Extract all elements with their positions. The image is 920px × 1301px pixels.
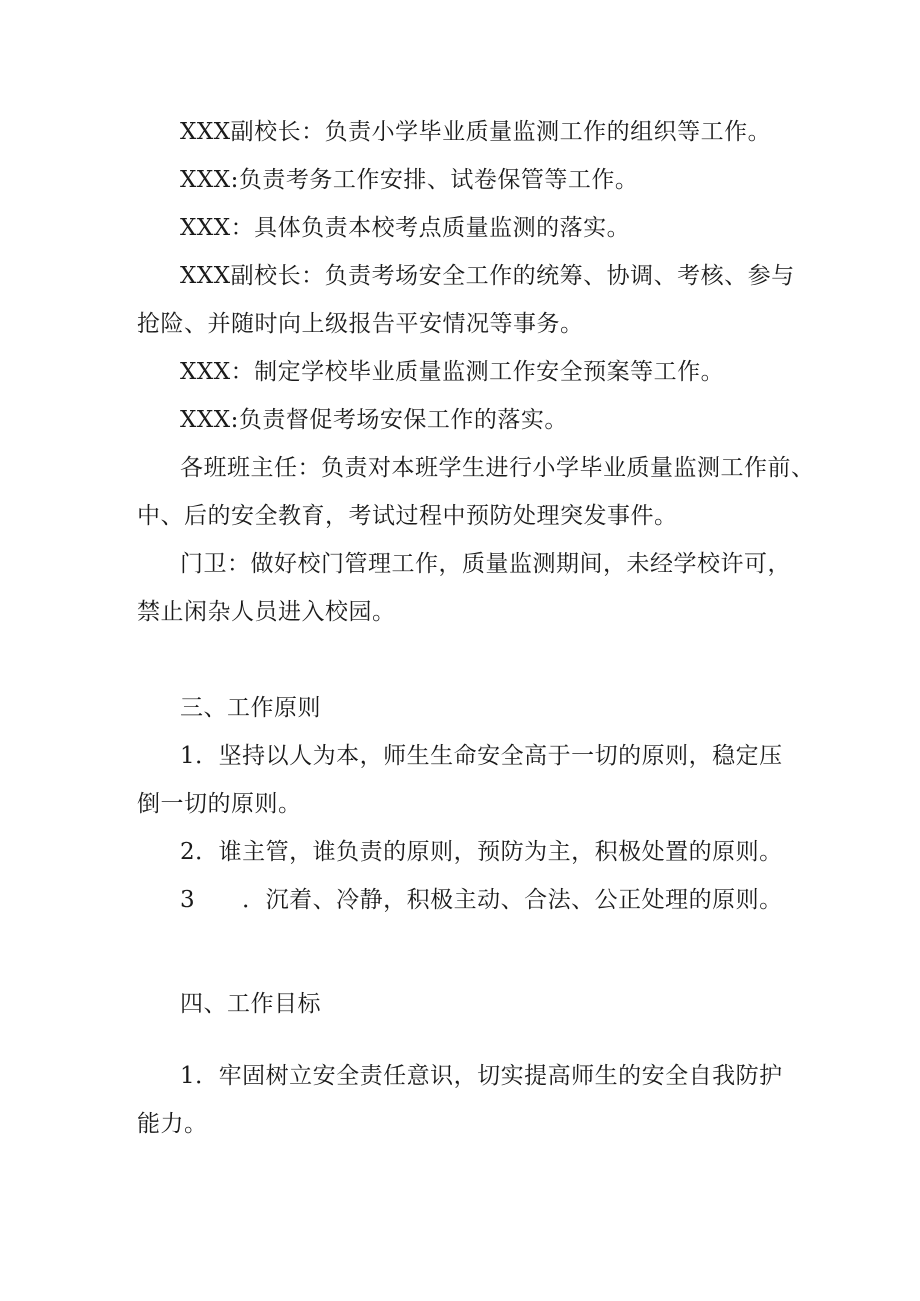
goal-item-1: 1．牢固树立安全责任意识，切实提高师生的安全自我防护: [180, 1063, 783, 1089]
paragraph-vice-principal-safety: XXX副校长：负责考场安全工作的统筹、协调、考核、参与: [180, 263, 795, 289]
section-heading-work-principles: 三、工作原则: [180, 695, 321, 721]
principle-item-3: 3 ．沉着、冷静，积极主动、合法、公正处理的原则。: [180, 887, 783, 913]
paragraph-gatekeeper-continued: 禁止闲杂人员进入校园。: [137, 599, 396, 625]
paragraph-class-teachers: 各班班主任：负责对本班学生进行小学毕业质量监测工作前、: [180, 455, 815, 481]
paragraph-gatekeeper: 门卫：做好校门管理工作，质量监测期间，未经学校许可，: [180, 551, 791, 577]
principle-item-2: 2．谁主管，谁负责的原则，预防为主，积极处置的原则。: [180, 839, 783, 865]
paragraph-safety-plan: XXX：制定学校毕业质量监测工作安全预案等工作。: [180, 359, 725, 385]
paragraph-vice-principal-organization: XXX副校长：负责小学毕业质量监测工作的组织等工作。: [180, 119, 772, 145]
paragraph-exam-affairs: XXX:负责考务工作安排、试卷保管等工作。: [180, 167, 639, 193]
paragraph-security-supervision: XXX:负责督促考场安保工作的落实。: [180, 407, 568, 433]
goal-item-1-continued: 能力。: [137, 1111, 208, 1137]
principle-item-1: 1．坚持以人为本，师生生命安全高于一切的原则，稳定压: [180, 743, 783, 769]
section-heading-work-goals: 四、工作目标: [180, 991, 321, 1017]
principle-item-1-continued: 倒一切的原则。: [137, 791, 302, 817]
paragraph-exam-site-implementation: XXX：具体负责本校考点质量监测的落实。: [180, 215, 631, 241]
paragraph-class-teachers-continued: 中、后的安全教育，考试过程中预防处理突发事件。: [137, 503, 678, 529]
paragraph-vice-principal-safety-continued: 抢险、并随时向上级报告平安情况等事务。: [137, 311, 584, 337]
